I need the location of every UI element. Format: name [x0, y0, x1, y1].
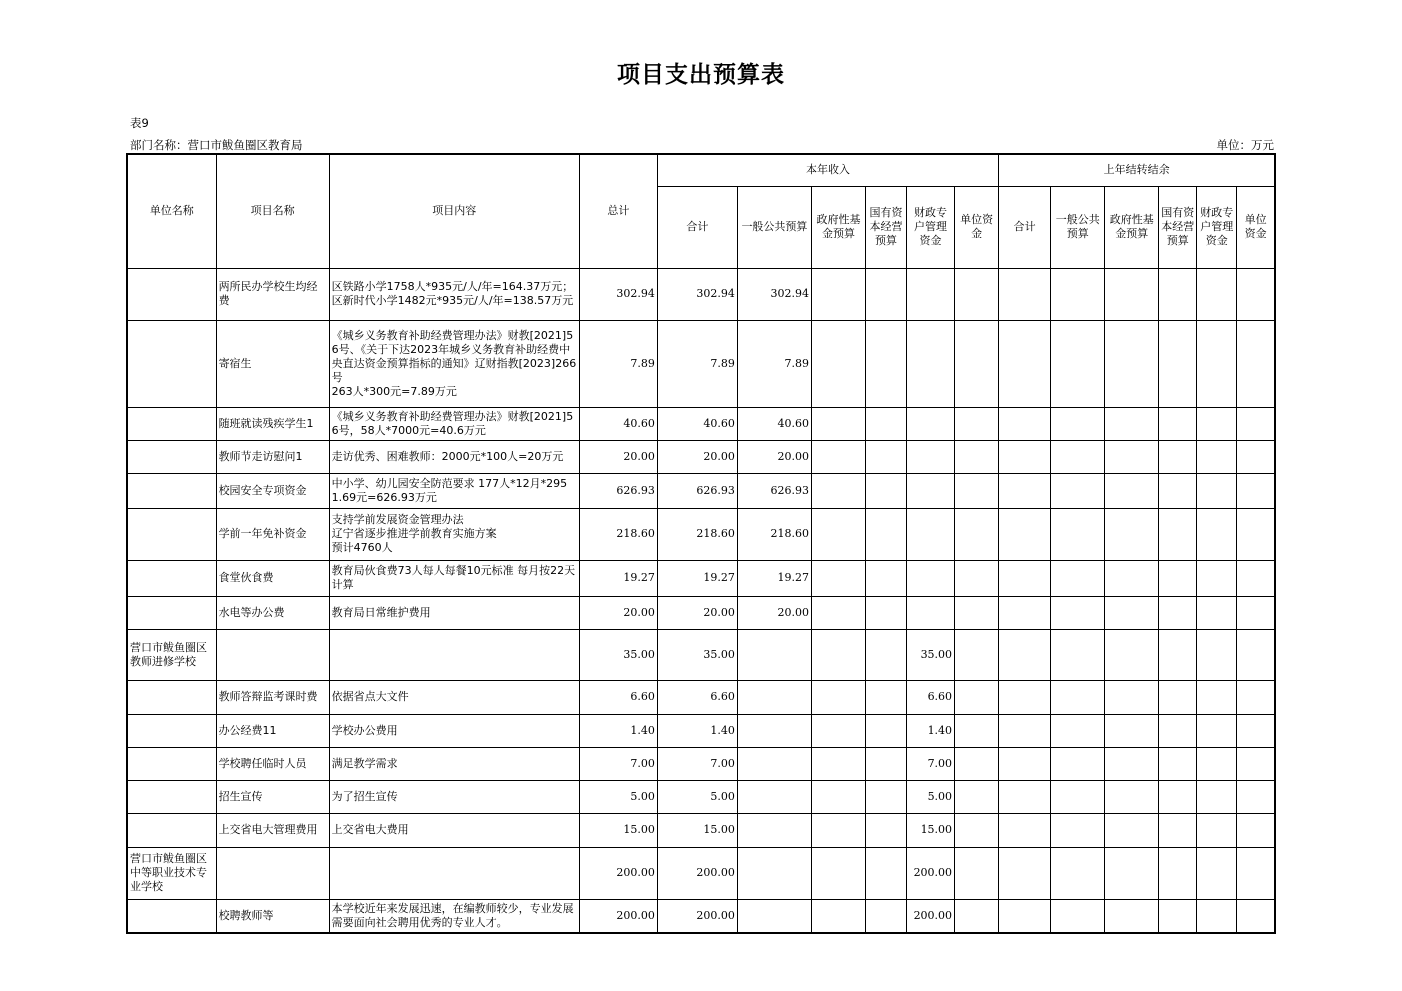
- header-current-year-income: 本年收入: [657, 154, 998, 186]
- current-special-account-cell: [907, 440, 955, 473]
- project-content-cell: [329, 847, 579, 899]
- total-cell: 200.00: [579, 899, 657, 933]
- current-state-capital-cell: [866, 268, 907, 320]
- prior-state-capital-cell: [1159, 473, 1197, 508]
- unit-name-cell: [127, 813, 216, 847]
- current-unit-fund-cell: [955, 847, 999, 899]
- prior-special-account-cell: [1197, 560, 1237, 596]
- current-unit-fund-cell: [955, 813, 999, 847]
- unit-name-cell: [127, 268, 216, 320]
- unit-name-cell: [127, 560, 216, 596]
- prior-gov-fund-cell: [1105, 320, 1159, 407]
- prior-state-capital-cell: [1159, 320, 1197, 407]
- current-general-budget-cell: 302.94: [737, 268, 811, 320]
- current-general-budget-cell: 626.93: [737, 473, 811, 508]
- project-content-cell: 中小学、幼儿园安全防范要求 177人*12月*2951.69元=626.93万元: [329, 473, 579, 508]
- unit-name-cell: [127, 440, 216, 473]
- prior-gov-fund-cell: [1105, 680, 1159, 714]
- project-name-cell: 水电等办公费: [216, 596, 329, 629]
- total-cell: 1.40: [579, 714, 657, 747]
- current-special-account-cell: [907, 473, 955, 508]
- current-gov-fund-cell: [811, 714, 865, 747]
- current-general-budget-cell: 218.60: [737, 508, 811, 560]
- prior-sum-cell: [999, 508, 1051, 560]
- prior-gov-fund-cell: [1105, 560, 1159, 596]
- current-general-budget-cell: [737, 847, 811, 899]
- project-name-cell: [216, 847, 329, 899]
- prior-sum-cell: [999, 899, 1051, 933]
- current-gov-fund-cell: [811, 473, 865, 508]
- current-sum-cell: 1.40: [657, 714, 737, 747]
- prior-special-account-cell: [1197, 780, 1237, 813]
- unit-name-cell: [127, 473, 216, 508]
- prior-unit-fund-cell: [1237, 596, 1275, 629]
- current-gov-fund-cell: [811, 560, 865, 596]
- current-special-account-cell: 200.00: [907, 899, 955, 933]
- current-sum-cell: 218.60: [657, 508, 737, 560]
- current-state-capital-cell: [866, 629, 907, 680]
- prior-state-capital-cell: [1159, 629, 1197, 680]
- prior-unit-fund-cell: [1237, 847, 1275, 899]
- table-row: [127, 714, 1275, 747]
- prior-state-capital-cell: [1159, 714, 1197, 747]
- prior-general-budget-cell: [1051, 680, 1105, 714]
- prior-general-budget-cell: [1051, 508, 1105, 560]
- prior-general-budget-cell: [1051, 899, 1105, 933]
- prior-state-capital-cell: [1159, 407, 1197, 440]
- table-row: [127, 596, 1275, 629]
- prior-state-capital-cell: [1159, 899, 1197, 933]
- current-special-account-cell: 15.00: [907, 813, 955, 847]
- current-general-budget-cell: [737, 747, 811, 780]
- unit-name-cell: [127, 747, 216, 780]
- prior-general-budget-cell: [1051, 714, 1105, 747]
- prior-unit-fund-cell: [1237, 629, 1275, 680]
- header-prior-state-capital: 国有资本经营预算: [1159, 186, 1197, 268]
- current-general-budget-cell: 7.89: [737, 320, 811, 407]
- prior-state-capital-cell: [1159, 596, 1197, 629]
- header-prior-gov-fund: 政府性基金预算: [1105, 186, 1159, 268]
- current-unit-fund-cell: [955, 320, 999, 407]
- prior-state-capital-cell: [1159, 508, 1197, 560]
- current-gov-fund-cell: [811, 596, 865, 629]
- table-row: [127, 680, 1275, 714]
- prior-sum-cell: [999, 268, 1051, 320]
- prior-unit-fund-cell: [1237, 407, 1275, 440]
- unit-label: 单位：万元: [1216, 138, 1274, 152]
- total-cell: 20.00: [579, 440, 657, 473]
- prior-general-budget-cell: [1051, 560, 1105, 596]
- current-special-account-cell: 6.60: [907, 680, 955, 714]
- project-name-cell: 教师节走访慰问1: [216, 440, 329, 473]
- header-prior-general-budget: 一般公共预算: [1051, 186, 1105, 268]
- current-sum-cell: 20.00: [657, 596, 737, 629]
- prior-state-capital-cell: [1159, 440, 1197, 473]
- current-special-account-cell: [907, 407, 955, 440]
- prior-unit-fund-cell: [1237, 560, 1275, 596]
- current-unit-fund-cell: [955, 899, 999, 933]
- current-unit-fund-cell: [955, 714, 999, 747]
- prior-unit-fund-cell: [1237, 268, 1275, 320]
- current-unit-fund-cell: [955, 440, 999, 473]
- project-name-cell: 招生宣传: [216, 780, 329, 813]
- prior-unit-fund-cell: [1237, 473, 1275, 508]
- prior-sum-cell: [999, 440, 1051, 473]
- project-content-cell: 依据省点大文件: [329, 680, 579, 714]
- table-row: [127, 780, 1275, 813]
- current-general-budget-cell: [737, 780, 811, 813]
- prior-special-account-cell: [1197, 847, 1237, 899]
- current-gov-fund-cell: [811, 899, 865, 933]
- total-cell: 20.00: [579, 596, 657, 629]
- current-sum-cell: 20.00: [657, 440, 737, 473]
- current-sum-cell: 626.93: [657, 473, 737, 508]
- prior-unit-fund-cell: [1237, 320, 1275, 407]
- current-special-account-cell: 35.00: [907, 629, 955, 680]
- table-row: [127, 899, 1275, 933]
- table-number: 表9: [130, 116, 149, 130]
- total-cell: 5.00: [579, 780, 657, 813]
- current-general-budget-cell: 40.60: [737, 407, 811, 440]
- prior-state-capital-cell: [1159, 268, 1197, 320]
- current-special-account-cell: 1.40: [907, 714, 955, 747]
- prior-unit-fund-cell: [1237, 899, 1275, 933]
- prior-general-budget-cell: [1051, 780, 1105, 813]
- header-current-unit-fund: 单位资金: [955, 186, 999, 268]
- unit-name-cell: [127, 680, 216, 714]
- header-project-content: 项目内容: [329, 154, 579, 268]
- prior-general-budget-cell: [1051, 596, 1105, 629]
- current-general-budget-cell: [737, 714, 811, 747]
- prior-sum-cell: [999, 320, 1051, 407]
- prior-special-account-cell: [1197, 440, 1237, 473]
- current-state-capital-cell: [866, 747, 907, 780]
- unit-name-cell: [127, 899, 216, 933]
- header-total: 总计: [579, 154, 657, 268]
- current-sum-cell: 7.00: [657, 747, 737, 780]
- table-row: [127, 407, 1275, 440]
- prior-gov-fund-cell: [1105, 813, 1159, 847]
- prior-sum-cell: [999, 813, 1051, 847]
- prior-gov-fund-cell: [1105, 440, 1159, 473]
- project-content-cell: 教育局伙食费73人每人每餐10元标准 每月按22天计算: [329, 560, 579, 596]
- current-gov-fund-cell: [811, 508, 865, 560]
- current-sum-cell: 200.00: [657, 847, 737, 899]
- prior-state-capital-cell: [1159, 780, 1197, 813]
- current-sum-cell: 200.00: [657, 899, 737, 933]
- prior-state-capital-cell: [1159, 813, 1197, 847]
- project-content-cell: 上交省电大费用: [329, 813, 579, 847]
- current-gov-fund-cell: [811, 680, 865, 714]
- table-row: [127, 268, 1275, 320]
- current-general-budget-cell: 19.27: [737, 560, 811, 596]
- current-gov-fund-cell: [811, 440, 865, 473]
- current-unit-fund-cell: [955, 629, 999, 680]
- current-sum-cell: 15.00: [657, 813, 737, 847]
- budget-table: [126, 153, 1276, 934]
- header-current-special-account: 财政专户管理资金: [907, 186, 955, 268]
- prior-special-account-cell: [1197, 680, 1237, 714]
- header-unit-name: 单位名称: [127, 154, 216, 268]
- project-content-cell: 《城乡义务教育补助经费管理办法》财教[2021]56号、《关于下达2023年城乡义务教育补助经费中央直达资金预算指标的通知》辽财指教[2023]266号 263人*300元=7.89万元: [329, 320, 579, 407]
- unit-name-cell: 营口市鲅鱼圈区中等职业技术专业学校: [127, 847, 216, 899]
- unit-name-cell: [127, 508, 216, 560]
- current-gov-fund-cell: [811, 747, 865, 780]
- project-name-cell: 上交省电大管理费用: [216, 813, 329, 847]
- prior-sum-cell: [999, 680, 1051, 714]
- header-prior-unit-fund: 单位资金: [1237, 186, 1275, 268]
- prior-gov-fund-cell: [1105, 714, 1159, 747]
- project-name-cell: 学校聘任临时人员: [216, 747, 329, 780]
- prior-general-budget-cell: [1051, 268, 1105, 320]
- total-cell: 19.27: [579, 560, 657, 596]
- current-special-account-cell: [907, 320, 955, 407]
- current-special-account-cell: [907, 596, 955, 629]
- current-state-capital-cell: [866, 508, 907, 560]
- prior-special-account-cell: [1197, 320, 1237, 407]
- table-row: [127, 320, 1275, 407]
- current-sum-cell: 6.60: [657, 680, 737, 714]
- prior-unit-fund-cell: [1237, 813, 1275, 847]
- current-special-account-cell: [907, 268, 955, 320]
- current-sum-cell: 5.00: [657, 780, 737, 813]
- prior-special-account-cell: [1197, 407, 1237, 440]
- table-row: [127, 847, 1275, 899]
- current-special-account-cell: [907, 560, 955, 596]
- current-state-capital-cell: [866, 320, 907, 407]
- header-prior-special-account: 财政专户管理资金: [1197, 186, 1237, 268]
- prior-unit-fund-cell: [1237, 680, 1275, 714]
- prior-unit-fund-cell: [1237, 508, 1275, 560]
- prior-special-account-cell: [1197, 747, 1237, 780]
- prior-special-account-cell: [1197, 629, 1237, 680]
- total-cell: 7.00: [579, 747, 657, 780]
- prior-sum-cell: [999, 847, 1051, 899]
- prior-unit-fund-cell: [1237, 780, 1275, 813]
- prior-sum-cell: [999, 407, 1051, 440]
- unit-name-cell: [127, 407, 216, 440]
- prior-sum-cell: [999, 780, 1051, 813]
- current-state-capital-cell: [866, 596, 907, 629]
- current-general-budget-cell: 20.00: [737, 440, 811, 473]
- total-cell: 6.60: [579, 680, 657, 714]
- project-content-cell: 《城乡义务教育补助经费管理办法》财教[2021]56号，58人*7000元=40.6万元: [329, 407, 579, 440]
- prior-sum-cell: [999, 596, 1051, 629]
- current-sum-cell: 7.89: [657, 320, 737, 407]
- header-prior-year-balance: 上年结转结余: [999, 154, 1275, 186]
- table-row: [127, 560, 1275, 596]
- unit-name-cell: [127, 596, 216, 629]
- current-general-budget-cell: [737, 899, 811, 933]
- header-current-general-budget: 一般公共预算: [737, 186, 811, 268]
- prior-general-budget-cell: [1051, 629, 1105, 680]
- prior-gov-fund-cell: [1105, 780, 1159, 813]
- current-state-capital-cell: [866, 813, 907, 847]
- table-row: [127, 629, 1275, 680]
- total-cell: 218.60: [579, 508, 657, 560]
- current-unit-fund-cell: [955, 473, 999, 508]
- current-gov-fund-cell: [811, 847, 865, 899]
- header-prior-sum: 合计: [999, 186, 1051, 268]
- current-state-capital-cell: [866, 560, 907, 596]
- current-state-capital-cell: [866, 473, 907, 508]
- total-cell: 35.00: [579, 629, 657, 680]
- current-special-account-cell: [907, 508, 955, 560]
- prior-gov-fund-cell: [1105, 629, 1159, 680]
- table-row: [127, 813, 1275, 847]
- prior-special-account-cell: [1197, 899, 1237, 933]
- current-gov-fund-cell: [811, 813, 865, 847]
- prior-unit-fund-cell: [1237, 440, 1275, 473]
- prior-unit-fund-cell: [1237, 714, 1275, 747]
- prior-general-budget-cell: [1051, 473, 1105, 508]
- prior-special-account-cell: [1197, 268, 1237, 320]
- total-cell: 7.89: [579, 320, 657, 407]
- prior-sum-cell: [999, 747, 1051, 780]
- project-name-cell: 办公经费11: [216, 714, 329, 747]
- department-name: 部门名称：营口市鲅鱼圈区教育局: [130, 138, 303, 152]
- project-name-cell: 随班就读残疾学生1: [216, 407, 329, 440]
- current-gov-fund-cell: [811, 320, 865, 407]
- current-unit-fund-cell: [955, 596, 999, 629]
- current-special-account-cell: 7.00: [907, 747, 955, 780]
- project-content-cell: 支持学前发展资金管理办法 辽宁省逐步推进学前教育实施方案 预计4760人: [329, 508, 579, 560]
- project-name-cell: [216, 629, 329, 680]
- project-name-cell: 食堂伙食费: [216, 560, 329, 596]
- prior-state-capital-cell: [1159, 560, 1197, 596]
- total-cell: 302.94: [579, 268, 657, 320]
- current-general-budget-cell: [737, 629, 811, 680]
- prior-special-account-cell: [1197, 508, 1237, 560]
- prior-gov-fund-cell: [1105, 899, 1159, 933]
- prior-unit-fund-cell: [1237, 747, 1275, 780]
- project-name-cell: 学前一年免补资金: [216, 508, 329, 560]
- current-state-capital-cell: [866, 714, 907, 747]
- prior-sum-cell: [999, 560, 1051, 596]
- current-sum-cell: 40.60: [657, 407, 737, 440]
- total-cell: 15.00: [579, 813, 657, 847]
- prior-general-budget-cell: [1051, 847, 1105, 899]
- prior-gov-fund-cell: [1105, 747, 1159, 780]
- current-sum-cell: 35.00: [657, 629, 737, 680]
- current-sum-cell: 302.94: [657, 268, 737, 320]
- header-current-state-capital: 国有资本经营预算: [866, 186, 907, 268]
- table-row: [127, 747, 1275, 780]
- current-state-capital-cell: [866, 440, 907, 473]
- prior-gov-fund-cell: [1105, 596, 1159, 629]
- total-cell: 200.00: [579, 847, 657, 899]
- total-cell: 626.93: [579, 473, 657, 508]
- table-body: [127, 268, 1275, 933]
- current-unit-fund-cell: [955, 780, 999, 813]
- current-unit-fund-cell: [955, 680, 999, 714]
- current-sum-cell: 19.27: [657, 560, 737, 596]
- header-current-sum: 合计: [657, 186, 737, 268]
- prior-gov-fund-cell: [1105, 407, 1159, 440]
- current-state-capital-cell: [866, 899, 907, 933]
- project-content-cell: 走访优秀、困难教师：2000元*100人=20万元: [329, 440, 579, 473]
- current-unit-fund-cell: [955, 747, 999, 780]
- header-project-name: 项目名称: [216, 154, 329, 268]
- unit-name-cell: 营口市鲅鱼圈区教师进修学校: [127, 629, 216, 680]
- current-special-account-cell: 200.00: [907, 847, 955, 899]
- prior-general-budget-cell: [1051, 407, 1105, 440]
- prior-special-account-cell: [1197, 714, 1237, 747]
- prior-sum-cell: [999, 629, 1051, 680]
- project-content-cell: 教育局日常维护费用: [329, 596, 579, 629]
- prior-general-budget-cell: [1051, 440, 1105, 473]
- prior-sum-cell: [999, 473, 1051, 508]
- current-gov-fund-cell: [811, 268, 865, 320]
- table-row: [127, 473, 1275, 508]
- project-name-cell: 校园安全专项资金: [216, 473, 329, 508]
- prior-special-account-cell: [1197, 473, 1237, 508]
- prior-state-capital-cell: [1159, 847, 1197, 899]
- header-current-gov-fund: 政府性基金预算: [811, 186, 865, 268]
- unit-name-cell: [127, 780, 216, 813]
- prior-gov-fund-cell: [1105, 268, 1159, 320]
- prior-gov-fund-cell: [1105, 847, 1159, 899]
- current-special-account-cell: 5.00: [907, 780, 955, 813]
- project-content-cell: [329, 629, 579, 680]
- page-title: 项目支出预算表: [617, 62, 785, 88]
- current-state-capital-cell: [866, 680, 907, 714]
- unit-name-cell: [127, 320, 216, 407]
- current-general-budget-cell: [737, 680, 811, 714]
- prior-gov-fund-cell: [1105, 508, 1159, 560]
- prior-general-budget-cell: [1051, 747, 1105, 780]
- current-unit-fund-cell: [955, 508, 999, 560]
- project-name-cell: 教师答辩监考课时费: [216, 680, 329, 714]
- project-name-cell: 两所民办学校生均经费: [216, 268, 329, 320]
- current-unit-fund-cell: [955, 560, 999, 596]
- total-cell: 40.60: [579, 407, 657, 440]
- table-row: [127, 508, 1275, 560]
- current-gov-fund-cell: [811, 629, 865, 680]
- prior-special-account-cell: [1197, 813, 1237, 847]
- project-name-cell: 校聘教师等: [216, 899, 329, 933]
- prior-general-budget-cell: [1051, 813, 1105, 847]
- prior-gov-fund-cell: [1105, 473, 1159, 508]
- current-unit-fund-cell: [955, 407, 999, 440]
- prior-special-account-cell: [1197, 596, 1237, 629]
- current-gov-fund-cell: [811, 780, 865, 813]
- project-content-cell: 学校办公费用: [329, 714, 579, 747]
- project-content-cell: 为了招生宣传: [329, 780, 579, 813]
- project-content-cell: 区铁路小学1758人*935元/人/年=164.37万元；区新时代小学1482元*935元/人/年=138.57万元: [329, 268, 579, 320]
- project-content-cell: 满足教学需求: [329, 747, 579, 780]
- project-name-cell: 寄宿生: [216, 320, 329, 407]
- current-gov-fund-cell: [811, 407, 865, 440]
- table-row: [127, 440, 1275, 473]
- current-general-budget-cell: [737, 813, 811, 847]
- current-general-budget-cell: 20.00: [737, 596, 811, 629]
- project-content-cell: 本学校近年来发展迅速，在编教师较少，专业发展需要面向社会聘用优秀的专业人才。: [329, 899, 579, 933]
- current-unit-fund-cell: [955, 268, 999, 320]
- unit-name-cell: [127, 714, 216, 747]
- prior-general-budget-cell: [1051, 320, 1105, 407]
- current-state-capital-cell: [866, 847, 907, 899]
- current-state-capital-cell: [866, 407, 907, 440]
- prior-state-capital-cell: [1159, 747, 1197, 780]
- current-state-capital-cell: [866, 780, 907, 813]
- prior-state-capital-cell: [1159, 680, 1197, 714]
- prior-sum-cell: [999, 714, 1051, 747]
